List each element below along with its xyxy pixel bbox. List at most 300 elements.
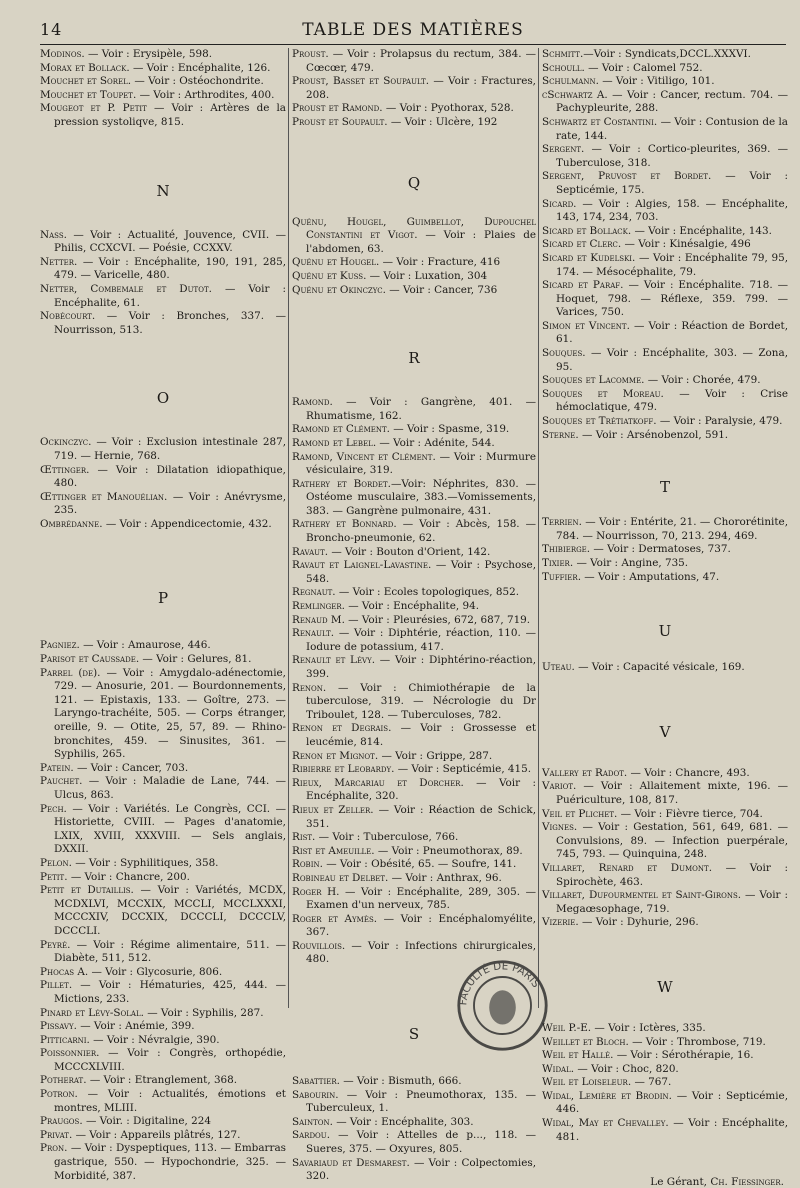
index-entry <box>40 871 286 885</box>
author-name: Renault et Lévy. <box>292 654 376 667</box>
index-entry <box>542 347 788 374</box>
entry-references: — Voir : Septicémie, 175. <box>556 170 788 196</box>
index-entry <box>542 780 788 807</box>
author-name: Ramond. <box>292 396 333 409</box>
index-entry <box>40 464 286 491</box>
entry-references: — Voir : Exclusion intestinale 287, 719. — Hernie, 768. <box>54 436 286 462</box>
entry-references: — Voir : Paralysie, 479. <box>656 415 783 428</box>
entry-references: —Voir: Néphrites, 830. —Ostéome musculaire, 383.—Vomissements, 383. — Gangrène pulmonaire, 431. <box>306 477 536 517</box>
entry-references: — Voir : Glycosurie, 806. <box>88 965 223 978</box>
author-name: Renon et Degrais. <box>292 722 392 735</box>
author-name: Sterne. <box>542 428 579 441</box>
section-letter: S <box>408 1025 420 1044</box>
entry-references: — Voir : Bronches, 337. — Nourrisson, 513. <box>54 310 286 336</box>
section-letter: W <box>657 977 673 996</box>
author-name: Proust et Soupault. <box>292 115 388 128</box>
entry-references: — Voir : Cortico-pleurites, 369. — Tuberculose, 318. <box>556 143 788 169</box>
author-name: Netter. <box>40 255 78 268</box>
index-entry <box>542 916 788 930</box>
index-columns <box>40 48 789 1188</box>
index-entry <box>542 388 788 415</box>
index-entry <box>292 872 536 886</box>
entry-references: — Voir : Septicémie, 446. <box>556 1089 788 1116</box>
author-name: Widal, Lemière et Brodin. <box>542 1089 672 1102</box>
entry-references: — Voir : Syphilis, 287. <box>143 1006 264 1019</box>
entry-references: — Voir : Fractures, 208. <box>306 75 536 101</box>
entry-references: — Voir : Ictères, 335. <box>591 1021 706 1034</box>
entry-references: — Voir : Amygdalo-adénectomie, 729. — Anosurie, 201. — Bourdonnements, 121. — Epistaxis, 133. — Goître, 273. — Laryngo-trachéite, 505. — Corps étranger, oreille, 9. — Otite, 25, 57, 89. — Rhino-bronchites, 459. — Sinusites, 361. — Syphilis, 265. <box>54 666 286 761</box>
author-name: Villaret, Dufourmentel et Saint-Girons. <box>542 889 742 902</box>
index-entry <box>292 831 536 845</box>
column-divider <box>288 48 289 1008</box>
index-entry <box>292 722 536 749</box>
index-entry <box>40 1047 286 1074</box>
author-name: Rouvillois. <box>292 939 346 952</box>
index-entry <box>40 1020 286 1034</box>
index-entry <box>542 862 788 889</box>
running-header <box>40 14 786 45</box>
index-entry <box>40 436 286 463</box>
author-name: Quénu, Hougel, Guimbellot, Dupouchel Constantini et Vigot. <box>292 215 536 242</box>
entry-references: — Voir : Obésité, 65. — Soufre, 141. <box>322 858 517 871</box>
author-name: Parisot et Caussade. <box>40 653 140 666</box>
entry-references: — Voir : Diphtérie, réaction, 110. — Iodure de potassium, 417. <box>306 627 536 653</box>
index-entry <box>40 1007 286 1021</box>
index-entry <box>542 279 788 320</box>
section-letter: U <box>658 622 672 641</box>
index-entry <box>292 627 536 654</box>
entry-references: — Voir : Gangrène, 401. — Rhumatisme, 162. <box>306 396 536 422</box>
index-entry <box>292 1075 536 1089</box>
author-name: Ramond, Vincent et Clément. <box>292 450 436 463</box>
entry-references: — Voir : Abcès, 158. — Broncho-pneumonie, 62. <box>306 518 537 545</box>
index-entry <box>40 653 286 667</box>
index-entry <box>542 1049 788 1063</box>
index-entry <box>542 1022 788 1036</box>
index-entry <box>292 284 536 298</box>
entry-references: — Voir : Anthrax, 96. <box>388 871 502 884</box>
author-name: Schwartz et Costantini. <box>542 115 658 128</box>
entry-references: — Voir : Ecoles topologiques, 852. <box>335 586 520 599</box>
index-entry <box>40 1074 286 1088</box>
index-entry <box>292 1129 536 1156</box>
index-entry <box>292 682 536 723</box>
index-entry <box>292 763 536 777</box>
author-name: Mougeot et P. Petit <box>40 102 147 115</box>
entry-references: —Voir : Syndicats,DCCL.XXXVI. <box>583 48 751 60</box>
entry-references: — Voir. : Digitaline, 224 <box>82 1115 211 1128</box>
index-entry <box>40 1034 286 1048</box>
stamp-text: FACULTÉ DE PARIS <box>457 960 542 1006</box>
index-entry <box>40 803 286 857</box>
entry-references: — Voir : Encéphalite, 303. — Zona, 95. <box>556 347 788 373</box>
author-name: Peyré. <box>40 938 71 951</box>
index-entry <box>40 62 286 76</box>
entry-references: — Voir : Actualité, Jouvence, CVII. — Philis, CCXCVI. — Poésie, CCXXV. <box>54 228 286 255</box>
author-name: Rist. <box>292 831 316 844</box>
author-name: Pagniez. <box>40 639 80 652</box>
index-entry <box>542 557 788 571</box>
entry-references: — Voir : Colpectomies, 320. <box>306 1156 536 1183</box>
index-entry <box>542 1117 788 1144</box>
entry-references: — Voir : Encéphalite, 126. <box>129 61 271 74</box>
author-name: Sabourin. <box>292 1088 339 1101</box>
index-entry <box>292 654 536 681</box>
entry-references: — Voir : Diphtérino-réaction, 399. <box>306 654 536 680</box>
index-entry <box>292 102 536 116</box>
author-name: Sicard et Paraf. <box>542 279 624 292</box>
entry-references: — Voir : Kinésalgie, 496 <box>621 238 751 251</box>
author-name: Schmitt. <box>542 48 584 60</box>
entry-references: — Voir : Dyspeptiques, 113. — Embarras gastrique, 550. — Hypochondrie, 325. — Morbidité, 387. <box>54 1142 286 1182</box>
index-entry <box>292 1157 536 1184</box>
entry-references: — Voir : Variétés. Le Congrès, CCI. — Historiette, CVIII. — Pages d'anatomie, LXIX, XVIII, XXXVIII. — Sels anglais, DXXII. <box>54 802 286 856</box>
author-name: Terrien. <box>542 516 582 529</box>
entry-references: — Voir : Anévrysme, 235. <box>54 490 287 517</box>
index-entry <box>40 1129 286 1143</box>
author-name: Simon et Vincent. <box>542 319 630 332</box>
entry-references: — Voir : Allaitement mixte, 196. — Puériculture, 108, 817. <box>556 780 788 806</box>
entry-references: — Voir : Arsénobenzol, 591. <box>578 428 729 441</box>
index-entry <box>40 775 286 802</box>
entry-references: — Voir : Encéphalite, 303. <box>332 1115 474 1128</box>
index-entry <box>292 546 536 560</box>
entry-references: — Voir : Pneumothorax, 89. <box>374 844 523 857</box>
author-name: Weil P.-E. <box>542 1021 592 1034</box>
index-entry <box>542 89 788 116</box>
author-name: Thibierge. <box>542 543 591 556</box>
author-name: Sabattier. <box>292 1075 340 1088</box>
entry-references: — Voir : Fièvre tierce, 704. <box>617 807 763 820</box>
entry-references: — Voir : Appareils plâtrés, 127. <box>72 1128 241 1141</box>
section-letter: Q <box>407 173 421 192</box>
entry-references: — Voir : Etranglement, 368. <box>86 1074 238 1087</box>
entry-references: — Voir : Névralgie, 390. <box>89 1033 220 1046</box>
author-name: Ravaut. <box>292 545 329 558</box>
entry-references: — Voir : Ostéochondrite. <box>131 75 264 88</box>
index-entry <box>542 320 788 347</box>
entry-references: — Voir : Encéphalite, 143. <box>631 224 772 237</box>
author-name: Poissonnier. <box>40 1047 100 1060</box>
author-name: Ramond et Lebel. <box>292 436 377 449</box>
author-name: Pitticarni. <box>40 1033 90 1046</box>
entry-references: — Voir : Vitiligo, 101. <box>598 75 715 88</box>
entry-references: — Voir : Psychose, 548. <box>306 559 536 585</box>
index-entry <box>40 310 286 337</box>
author-name: Widal. <box>542 1062 575 1075</box>
entry-references: — Voir : Pneumothorax, 135. — Tuberculeux, 1. <box>306 1088 536 1115</box>
index-entry <box>40 857 286 871</box>
author-name: Phocas A. <box>40 965 89 978</box>
author-name: Parrel (de). <box>40 666 101 679</box>
index-entry <box>542 198 788 225</box>
index-entry <box>292 1089 536 1116</box>
author-name: Quénu et Kuss. <box>292 269 367 282</box>
index-entry <box>292 396 536 423</box>
entry-references: — Voir : Contusion de la rate, 144. <box>556 115 788 142</box>
entry-references: — Voir : Angine, 735. <box>573 557 689 569</box>
index-entry <box>542 143 788 170</box>
index-entry <box>40 89 286 103</box>
entry-references: — Voir : Entérite, 21. — Chororétinite, 784. — Nourrisson, 70, 213. 294, 469. <box>556 516 788 542</box>
entry-references: — Voir : Encéphalite 79, 95, 174. — Mésocéphalite, 79. <box>556 251 789 278</box>
entry-references: — Voir : Encéphalite, 320. <box>306 776 536 803</box>
column-divider <box>538 48 539 1008</box>
author-name: Vizerie. <box>542 916 579 929</box>
index-entry <box>40 102 286 129</box>
entry-references: — Voir : Attelles de p..., 118. — Sueres, 375. — Oxyures, 805. <box>306 1129 536 1156</box>
author-name: Praugos. <box>40 1115 83 1128</box>
index-entry <box>292 804 536 831</box>
entry-references: — Voir : Amaurose, 446. <box>79 639 211 652</box>
index-entry <box>40 48 286 62</box>
author-name: Patein. <box>40 761 74 774</box>
entry-references: — Voir : Thrombose, 719. <box>628 1035 766 1048</box>
entry-references: — Voir : Encéphalite. 718. — Hoquet, 798. — Réflexe, 359. 799. — Varices, 750. <box>556 279 788 319</box>
author-name: Sardou. <box>292 1129 330 1142</box>
index-entry <box>542 75 788 89</box>
author-name: Roger H. <box>292 885 340 898</box>
entry-references: — Voir : Arthrodites, 400. <box>136 88 275 101</box>
entry-references: — Voir : Réaction de Bordet, 61. <box>556 319 788 346</box>
index-entry <box>292 886 536 913</box>
author-name: Souques et Moreau. <box>542 387 664 400</box>
index-entry <box>292 116 536 130</box>
author-name: Pinard et Lévy-Solal. <box>40 1006 144 1019</box>
author-name: Schoull. <box>542 61 585 74</box>
index-entry <box>542 571 788 585</box>
entry-references: — Voir : Algies, 158. — Encéphalite, 143, 174, 234, 703. <box>556 197 788 224</box>
author-name: Renaud M. <box>292 613 345 626</box>
author-name: Robineau et Delbet. <box>292 871 389 884</box>
entry-references: — Voir : Crise hémoclatique, 479. <box>556 387 788 414</box>
entry-references: — Voir : Encéphalite, 94. <box>344 600 480 613</box>
entry-references: — Voir : Encéphalomyélite, 367. <box>306 912 536 939</box>
index-entry <box>542 252 788 279</box>
index-entry <box>542 889 788 916</box>
entry-references: — Voir : Luxation, 304 <box>366 269 488 282</box>
index-entry <box>40 979 286 1006</box>
author-name: Souques et Lacomme. <box>542 374 645 387</box>
author-name: Morax et Bollack. <box>40 61 130 74</box>
author-name: Vignes. <box>542 821 578 834</box>
author-name: Nobécourt. <box>40 310 96 323</box>
entry-references: — 767. <box>631 1076 672 1089</box>
index-entry <box>292 858 536 872</box>
entry-references: — Voir : Pleurésies, 672, 687, 719. <box>344 613 531 626</box>
entry-references: — Voir : Appendicectomie, 432. <box>102 517 272 530</box>
index-entry <box>542 374 788 388</box>
author-name: Rathery et Bonnard. <box>292 518 397 531</box>
author-name: Souques. <box>542 347 586 360</box>
index-entry <box>292 1116 536 1130</box>
index-entry <box>40 256 286 283</box>
signature-name: Ch. Fiessinger. <box>710 1176 784 1188</box>
entry-references: — Voir : Cancer, 703. <box>73 761 189 774</box>
author-name: Sergent, Pruvost et Bordet. <box>542 170 712 183</box>
author-name: Ravaut et Laignel-Lavastine. <box>292 559 432 572</box>
entry-references: — Voir : Tuberculose, 766. <box>315 831 459 844</box>
index-entry <box>40 229 286 256</box>
author-name: Sainton. <box>292 1115 333 1128</box>
author-name: Weillet et Bloch. <box>542 1035 629 1048</box>
entry-references: — Voir : Régime alimentaire, 511. — Diabète, 511, 512. <box>54 938 286 965</box>
author-name: Variot. <box>542 780 577 793</box>
author-name: Widal, May et Chevalley. <box>542 1117 669 1130</box>
author-name: Proust. <box>292 48 329 60</box>
index-entry <box>292 913 536 940</box>
index-entry <box>292 518 536 545</box>
index-entry <box>542 543 788 557</box>
entry-references: — Voir : Cancer, rectum. 704. — Pachypleurite, 288. <box>556 88 788 115</box>
author-name: Potherat. <box>40 1074 87 1087</box>
index-entry <box>292 614 536 628</box>
author-name: Sicard et Kudelski. <box>542 251 636 264</box>
entry-references: — Voir : Grippe, 287. <box>378 749 493 762</box>
index-entry <box>40 1115 286 1129</box>
entry-references: — Voir : Chimiothérapie de la tuberculose, 319. — Nécrologie du Dr Triboulet, 128. — Tuberculoses, 782. <box>306 681 536 721</box>
section-letter: V <box>659 722 671 741</box>
section-letter: N <box>156 181 170 200</box>
author-name: Petit et Dutaillis. <box>40 884 134 897</box>
entry-references: — Voir : Réaction de Schick, 351. <box>306 803 536 830</box>
entry-references: — Voir : Bouton d'Orient, 142. <box>328 545 491 558</box>
author-name: Regnaut. <box>292 586 336 599</box>
publisher-signature <box>542 1176 788 1188</box>
index-entry <box>542 661 788 675</box>
author-name: Sergent. <box>542 143 585 156</box>
author-name: Mouchet et Toupet. <box>40 88 137 101</box>
author-name: Œttinger. <box>40 463 90 476</box>
entry-references: — Voir : Chancre, 493. <box>627 766 750 779</box>
entry-references: — Voir : Capacité vésicale, 169. <box>574 661 745 674</box>
author-name: Tuffier. <box>542 570 581 583</box>
section-letter: R <box>408 349 420 368</box>
index-entry <box>292 750 536 764</box>
section-letter: O <box>156 389 170 408</box>
entry-references: — Voir : Erysipèle, 598. <box>84 48 213 60</box>
author-name: Sicard et Clerc. <box>542 238 622 251</box>
entry-references: — Voir : Adénite, 544. <box>376 436 495 449</box>
entry-references: — Voir : Calomel 752. <box>584 61 703 74</box>
index-entry <box>542 238 788 252</box>
entry-references: — Voir : Anémie, 399. <box>76 1020 195 1033</box>
entry-references: — Voir : Chorée, 479. <box>644 374 761 387</box>
index-entry <box>40 639 286 653</box>
index-column-1 <box>40 48 286 1183</box>
author-name: Rathery et Bordet. <box>292 477 391 490</box>
entry-references: — Voir : Actualités, émotions et montres, MLIII. <box>54 1088 286 1114</box>
author-name: cSchwartz A. <box>542 88 608 101</box>
index-entry <box>292 256 536 270</box>
entry-references: — Voir : Dyhurie, 296. <box>578 916 699 929</box>
index-entry <box>40 283 286 310</box>
index-entry <box>40 1142 286 1183</box>
entry-references: — Voir : Hématuries, 425, 444. — Mictions, 233. <box>54 979 286 1005</box>
entry-references: — Voir : Variétés, MCDX, MCDXLVI, MCCXIX, MCCLI, MCCLXXXI, MCCCXIV, DCCXIX, DCCCLI, DCCCLV, DCCCLI. <box>54 884 286 937</box>
index-entry <box>292 478 536 519</box>
author-name: Uteau. <box>542 661 575 674</box>
index-entry <box>542 516 788 543</box>
author-name: Ramond et Clément. <box>292 423 390 436</box>
index-entry <box>292 559 536 586</box>
index-entry <box>40 762 286 776</box>
index-entry <box>542 1090 788 1117</box>
entry-references: — Voir : Megaœsophage, 719. <box>556 889 788 915</box>
index-entry <box>40 518 286 532</box>
entry-references: — Voir : Choc, 820. <box>574 1062 679 1075</box>
author-name: Privat. <box>40 1128 73 1141</box>
signature-prefix: Le Gérant, <box>650 1176 711 1188</box>
index-entry <box>292 270 536 284</box>
author-name: Villaret, Renard et Dumont. <box>542 861 712 874</box>
index-entry <box>542 415 788 429</box>
index-entry <box>292 777 536 804</box>
entry-references: — Voir : Murmure vésiculaire, 319. <box>306 450 536 477</box>
index-entry <box>542 1063 788 1077</box>
index-entry <box>542 116 788 143</box>
author-name: Ockinczyc. <box>40 436 92 449</box>
index-entry <box>40 939 286 966</box>
entry-references: — Voir : Congrès, orthopédie, MCCCXLVIII. <box>54 1047 286 1073</box>
entry-references: — Voir : Septicémie, 415. <box>394 763 532 776</box>
author-name: Souques et Trétiatkoff. <box>542 415 657 428</box>
entry-references: — Voir : Spirochète, 463. <box>556 861 788 888</box>
author-name: Rist et Ameuille. <box>292 844 375 857</box>
entry-references: — Voir : Gestation, 561, 649, 681. — Convulsions, 89. — Infection puerpérale, 745, 793. — Quinquina, 248. <box>556 821 788 861</box>
author-name: Sicard et Bollack. <box>542 224 632 237</box>
author-name: Renon et Mignot. <box>292 749 379 762</box>
author-name: Proust et Ramond. <box>292 102 383 115</box>
author-name: Weil et Hallé. <box>542 1049 614 1062</box>
entry-references: — Voir : Syphilitiques, 358. <box>71 856 219 869</box>
entry-references: — Voir : Maladie de Lane, 744. — Ulcus, 863. <box>54 775 286 801</box>
entry-references: — Voir : Prolapsus du rectum, 384. — Cœcœr, 479. <box>306 48 536 74</box>
entry-references: — Voir : Cancer, 736 <box>385 283 498 296</box>
author-name: Modinos. <box>40 48 85 60</box>
index-entry <box>542 808 788 822</box>
author-name: Pech. <box>40 802 67 815</box>
index-entry <box>292 216 536 257</box>
author-name: Schulmann. <box>542 75 599 88</box>
page-number: 14 <box>40 20 63 39</box>
entry-references: — Voir : Pyothorax, 528. <box>382 102 514 115</box>
author-name: Savariaud et Desmarest. <box>292 1156 410 1169</box>
index-column-3 <box>542 48 788 1188</box>
entry-references: — Voir : Dilatation idiopathique, 480. <box>54 463 286 490</box>
index-entry <box>542 62 788 76</box>
author-name: Pron. <box>40 1142 68 1155</box>
author-name: Remlinger. <box>292 600 345 613</box>
entry-references: — Voir : Encéphalite, 61. <box>54 282 286 309</box>
author-name: Roger et Aymès. <box>292 912 378 925</box>
index-entry <box>542 821 788 862</box>
index-entry <box>40 667 286 762</box>
entry-references: — Voir : Encéphalite, 190, 191, 285, 479. — Varicelle, 480. <box>54 255 286 282</box>
library-stamp <box>455 958 550 1053</box>
author-name: Pelon. <box>40 856 72 869</box>
author-name: Pauchet. <box>40 775 83 788</box>
author-name: Netter, Combemale et Dutot. <box>40 282 212 295</box>
author-name: Nass. <box>40 228 67 241</box>
entry-references: — Voir : Infections chirurgicales, 480. <box>306 939 536 966</box>
index-entry <box>292 437 536 451</box>
index-entry <box>542 1076 788 1090</box>
author-name: Veil et Plichet. <box>542 807 618 820</box>
index-entry <box>40 966 286 980</box>
author-name: Renon. <box>292 681 327 694</box>
entry-references: — Voir : Amputations, 47. <box>581 570 720 583</box>
